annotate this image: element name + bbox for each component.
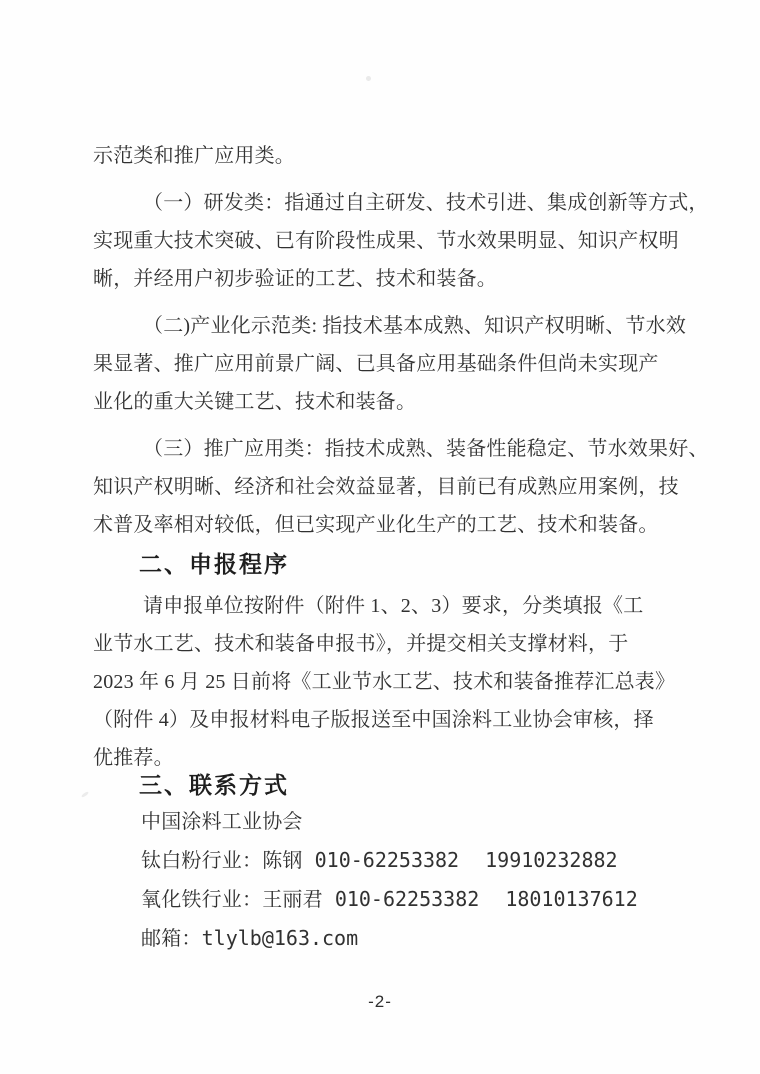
paragraph-procedure: [93, 587, 743, 777]
body-line: 知识产权明晰、经济和社会效益显著，目前已有成熟应用案例，技: [93, 476, 679, 498]
contact-phone-number: 010-62253382: [334, 887, 480, 911]
contact-mobile-number: 19910232882: [485, 848, 618, 872]
email-address: tlylb@163.com: [201, 926, 359, 950]
document-body: [93, 137, 743, 958]
contact-line-email: [141, 919, 743, 958]
body-line: （一）研发类：指通过自主研发、技术引进、集成创新等方式，: [143, 192, 709, 214]
contact-person-name: 陈钢: [262, 850, 303, 872]
email-label: 邮箱：: [141, 928, 202, 950]
paragraph-item-1: [93, 184, 743, 298]
paragraph-item-3: [93, 430, 743, 544]
contact-industry-label: 钛白粉行业：: [141, 850, 263, 872]
paragraph-item-2: [93, 307, 743, 421]
contact-line-iron-oxide: [141, 880, 743, 919]
body-line: （三）推广应用类：指技术成熟、装备性能稳定、节水效果好、: [143, 438, 709, 460]
body-line: 业化的重大关键工艺、技术和装备。: [93, 391, 417, 413]
contact-person-name: 王丽君: [262, 889, 323, 911]
body-line: 2023 年 6 月 25 日前将《工业节水工艺、技术和装备推荐汇总表》: [93, 671, 676, 693]
body-line: 示范类和推广应用类。: [93, 145, 295, 167]
body-line: 术普及率相对较低，但已实现产业化生产的工艺、技术和装备。: [93, 514, 659, 536]
body-line: 果显著、推广应用前景广阔、已具备应用基础条件但尚未实现产: [93, 353, 659, 375]
contact-industry-label: 氧化铁行业：: [141, 889, 263, 911]
body-line: （二)产业化示范类: 指技术基本成熟、知识产权明晰、节水效: [143, 315, 687, 337]
organization-name: 中国涂料工业协会: [141, 811, 303, 833]
body-line: 优推荐。: [93, 747, 174, 769]
section-heading-contact-info: 三、联系方式: [139, 772, 289, 798]
body-line: （附件 4）及申报材料电子版报送至中国涂料工业协会审核，择: [93, 709, 654, 731]
scan-speck: [81, 791, 89, 798]
body-line: 业节水工艺、技术和装备申报书》，并提交相关支撑材料，于: [93, 633, 629, 655]
body-line: 实现重大技术突破、已有阶段性成果、节水效果明显、知识产权明: [93, 230, 679, 252]
body-line: 请申报单位按附件（附件 1、2、3）要求，分类填报《工: [143, 595, 644, 617]
contact-mobile-number: 18010137612: [505, 887, 638, 911]
page-number: -2-: [368, 992, 392, 1011]
section-heading-application-procedure: 二、申报程序: [139, 551, 289, 577]
contact-phone-number: 010-62253382: [314, 848, 460, 872]
body-line: 晰，并经用户初步验证的工艺、技术和装备。: [93, 268, 497, 290]
contact-line-titanium-dioxide: [141, 841, 743, 880]
scan-speck: [366, 76, 371, 81]
